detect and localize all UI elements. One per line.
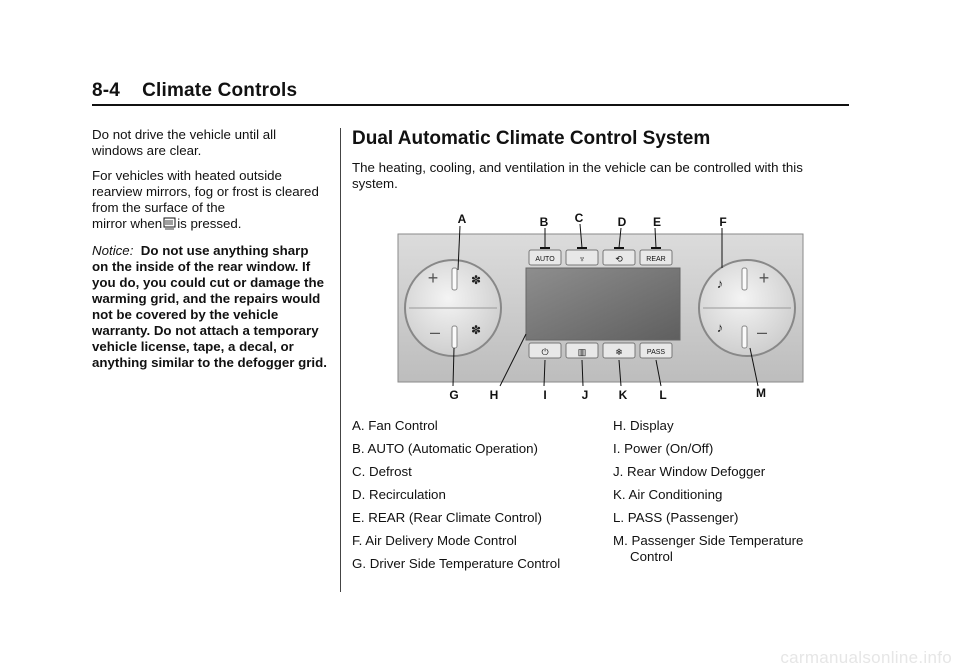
callout-h: H: [489, 388, 499, 402]
rear-defog-icon: ▥: [577, 347, 587, 357]
power-button[interactable]: [529, 343, 561, 358]
section-title: Dual Automatic Climate Control System: [352, 128, 711, 149]
rear-defog-button[interactable]: [566, 343, 598, 358]
svg-text:PASS: PASS: [646, 349, 666, 356]
legend-item: B. AUTO (Automatic Operation): [352, 441, 538, 456]
climate-control-panel-figure: [352, 208, 852, 413]
watermark: carmanualsonline.info: [780, 648, 952, 667]
callout-a: A: [457, 212, 467, 226]
fan-low-icon: ✽: [470, 323, 482, 337]
display: [526, 268, 680, 340]
legend-item: K. Air Conditioning: [613, 487, 723, 502]
mode-lower-icon: ♪: [716, 320, 724, 335]
callout-g: G: [449, 388, 459, 402]
rear-defog-icon: [163, 217, 176, 234]
callout-e: E: [652, 215, 662, 229]
left-column: [92, 127, 328, 380]
legend-item: E. REAR (Rear Climate Control): [352, 510, 542, 525]
legend-item: M. Passenger Side Temperature Control: [613, 533, 804, 564]
recirculation-icon: ⟲: [615, 254, 623, 264]
header-rule: [92, 104, 849, 106]
air-conditioning-button[interactable]: [603, 343, 635, 358]
svg-text:+: +: [427, 268, 439, 288]
svg-text:REAR: REAR: [646, 256, 666, 263]
passenger-knob[interactable]: [699, 260, 795, 356]
snowflake-icon: ❄: [615, 347, 623, 357]
callout-d: D: [617, 215, 627, 229]
svg-text:+: +: [758, 268, 770, 288]
chapter-title: Climate Controls: [142, 80, 298, 101]
defrost-button[interactable]: [566, 250, 598, 265]
legend-item: J. Rear Window Defogger: [613, 464, 766, 479]
callout-l: L: [659, 388, 667, 402]
callout-i: I: [543, 388, 547, 402]
svg-text:AUTO: AUTO: [535, 256, 555, 263]
svg-text:–: –: [429, 322, 441, 342]
callout-f: F: [719, 215, 727, 229]
auto-button[interactable]: [529, 250, 561, 265]
callout-j: J: [581, 388, 589, 402]
page-header: [92, 80, 297, 102]
pass-button[interactable]: [640, 343, 672, 358]
callout-b: B: [539, 215, 549, 229]
legend-item: L. PASS (Passenger): [613, 510, 739, 525]
callout-m: M: [756, 386, 766, 400]
rear-button[interactable]: [640, 250, 672, 265]
legend-item: A. Fan Control: [352, 418, 438, 433]
column-divider: [340, 128, 341, 592]
fan-high-icon: ✽: [470, 273, 482, 287]
paragraph-heated-mirrors: For vehicles with heated outside rearview mirrors, fog or frost is cleared from the surface of the mirror when is pressed.: [92, 168, 328, 234]
notice-text: Do not use anything sharp on the inside of the rear window. If you do, you could cut or damage the warming grid, and the repairs would not be covered by the vehicle warranty. Do not attach a temporary vehicle license, tape, a decal, or anything similar to the defogger grid.: [92, 243, 327, 370]
legend-item: D. Recirculation: [352, 487, 446, 502]
section-intro: The heating, cooling, and ventilation in the vehicle can be controlled with this system.: [352, 160, 803, 191]
svg-text:–: –: [756, 322, 768, 342]
legend-column-1: [352, 418, 560, 579]
notice-label: Notice:: [92, 243, 134, 258]
legend-item: G. Driver Side Temperature Control: [352, 556, 561, 571]
recirculation-button[interactable]: [603, 250, 635, 265]
mode-upper-icon: ♪: [716, 276, 724, 291]
paragraph-clear-windows: Do not drive the vehicle until all windows are clear.: [92, 127, 277, 158]
callout-c: C: [574, 211, 584, 225]
legend-item: H. Display: [613, 418, 674, 433]
notice-paragraph: [92, 243, 328, 371]
legend-item: C. Defrost: [352, 464, 412, 479]
callout-k: K: [618, 388, 628, 402]
legend-item: I. Power (On/Off): [613, 441, 714, 456]
legend-column-2: [613, 418, 803, 572]
driver-knob[interactable]: [405, 260, 501, 356]
defrost-icon: ♆: [578, 254, 586, 264]
page-number: 8-4: [92, 80, 121, 101]
power-icon: ⏻: [541, 347, 549, 357]
legend-item: F. Air Delivery Mode Control: [352, 533, 517, 548]
